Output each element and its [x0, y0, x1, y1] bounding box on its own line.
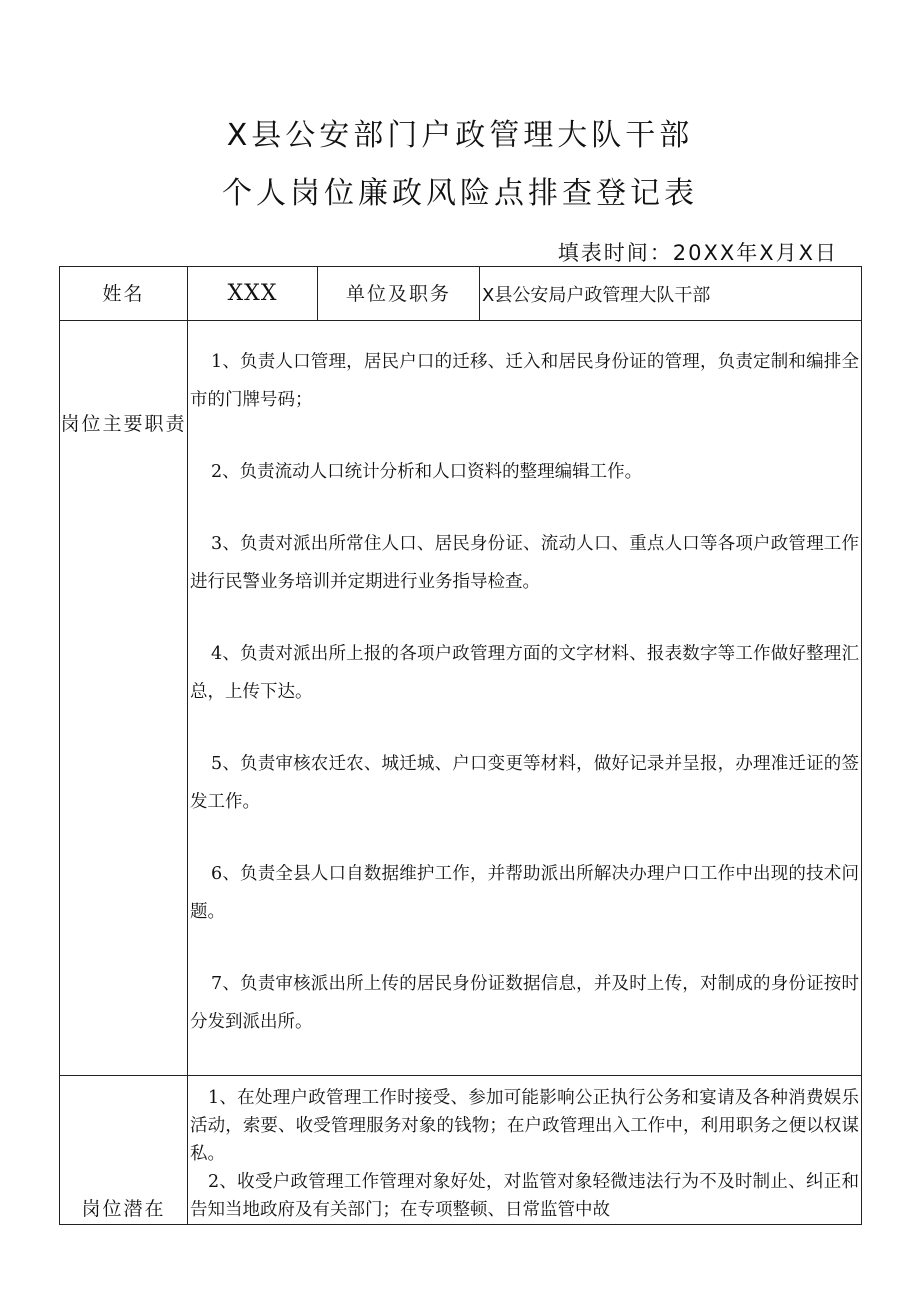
form-title-line2: 个人岗位廉政风险点排查登记表 — [222, 176, 698, 211]
risk-item: 2、收受户政管理工作管理对象好处，对监管对象轻微违法行为不及时制止、纠正和告知当地政府及有关部门；在专项整顿、日常监管中故 — [190, 1172, 859, 1220]
risks-cell — [188, 1076, 862, 1225]
duty-item: 2、负责流动人口统计分析和人口资料的整理编辑工作。 — [211, 462, 643, 482]
risks-row — [60, 1076, 862, 1225]
risk-item: 1、在处理户政管理工作时接受、参加可能影响公正执行公务和宴请及各种消费娱乐活动，索要、收受管理服务对象的钱物；在户政管理出入工作中，利用职务之便以权谋私。 — [190, 1088, 859, 1164]
duty-item: 6、负责全县人口自数据维护工作，并帮助派出所解决办理户口工作中出现的技术问题。 — [190, 864, 859, 922]
registration-table — [59, 266, 862, 1225]
name-row — [60, 267, 862, 321]
fill-date: 填表时间：20XX年X月X日 — [557, 241, 838, 265]
duty-item: 1、负责人口管理，居民户口的迁移、迁入和居民身份证的管理，负责定制和编排全市的门牌号码； — [190, 352, 859, 410]
unit-value: X县公安局户政管理大队干部 — [480, 267, 862, 321]
duties-label: 岗位主要职责 — [60, 321, 188, 1076]
duty-item: 4、负责对派出所上报的各项户政管理方面的文字材料、报表数字等工作做好整理汇总，上传下达。 — [190, 644, 859, 702]
duties-cell — [188, 321, 862, 1076]
duty-item: 3、负责对派出所常住人口、居民身份证、流动人口、重点人口等各项户政管理工作进行民警业务培训并定期进行业务指导检查。 — [190, 534, 859, 592]
name-value: XXX — [188, 267, 318, 321]
duties-row — [60, 321, 862, 1076]
duty-item: 5、负责审核农迁农、城迁城、户口变更等材料，做好记录并呈报，办理准迁证的签发工作。 — [190, 754, 859, 812]
risks-label: 岗位潜在 — [60, 1076, 188, 1225]
unit-label: 单位及职务 — [318, 267, 480, 321]
name-label: 姓名 — [60, 267, 188, 321]
form-title-line1: X县公安部门户政管理大队干部 — [226, 118, 694, 153]
duty-item: 7、负责审核派出所上传的居民身份证数据信息，并及时上传，对制成的身份证按时分发到派出所。 — [190, 974, 859, 1032]
